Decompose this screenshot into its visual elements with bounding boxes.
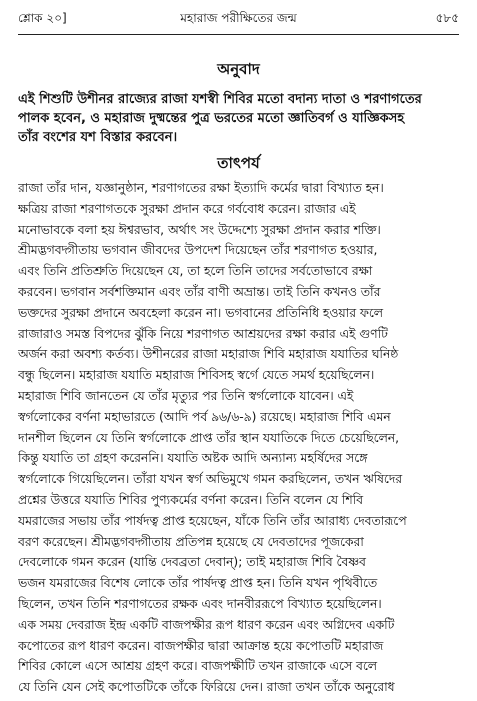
purport-line: যমরাজের সভায় তাঁর পার্ষদত্ব প্রাপ্ত হয়েছেন, যাঁকে তিনি তাঁর আরাধ্য দেবতারূপে	[18, 513, 407, 528]
purport-line: অর্জন করা অবশ্য কর্তব্য। উশীনরের রাজা মহারাজ শিবি মহারাজ যযাতির ঘনিষ্ঠ	[18, 347, 399, 362]
purport-line: শিবির কোলে এসে আশ্রয় গ্রহণ করে। বাজপক্ষীটি তখন রাজাকে এসে বলে	[18, 659, 377, 674]
purport-line: প্রশ্নের উত্তরে যযাতি শিবির পুণ্যকর্মের বর্ণনা করেন। তিনি বলেন যে শিবি	[18, 492, 364, 507]
purport-line: রাজারাও সমস্ত বিপদের ঝুঁকি নিয়ে শরণাগত আশ্রয়দের রক্ষা করার এই গুণটি	[18, 326, 388, 341]
purport-line: বরণ করেছেন। শ্রীমদ্ভগবদ্গীতায় প্রতিপন্ন হয়েছে যে দেবতাদের পূজকেরা	[18, 534, 364, 549]
purport-line: কিন্তু যযাতি তা গ্রহণ করেননি। যযাতি অষ্টক আদি অন্যান্য মহর্ষিদের সঙ্গে	[18, 451, 368, 466]
purport-line: কপোতের রূপ ধারণ করেন। বাজপক্ষীর দ্বারা আক্রান্ত হয়ে কপোতটি মহারাজ	[18, 638, 384, 653]
purport-line: বন্ধু ছিলেন। মহারাজ যযাতি মহারাজ শিবিসহ স্বর্গে যেতে সমর্থ হয়েছিলেন।	[18, 368, 375, 383]
purport-line: এবং তিনি প্রতিশ্রুতি দিয়েছেন যে, তা হলে তিনি তাদের সর্বতোভাবে রক্ষা	[18, 264, 373, 279]
translation-line: তাঁর বংশের যশ বিস্তার করবেন।	[18, 130, 178, 145]
purport-line: মহারাজ শিবি জানতেন যে তাঁর মৃত্যুর পর তিনি স্বর্গলোকে যাবেন। এই	[18, 388, 354, 403]
purport-line: করবেন। ভগবান সর্বশক্তিমান এবং তাঁর বাণী অভ্রান্ত। তাই তিনি কখনও তাঁর	[18, 284, 381, 299]
purport-line: দানশীল ছিলেন যে তিনি স্বর্গলোকে প্রাপ্ত তাঁর স্থান যযাতিকে দিতে চেয়েছিলেন,	[18, 430, 400, 445]
translation-line: এই শিশুটি উশীনর রাজ্যের রাজা যশস্বী শিবির মতো বদান্য দাতা ও শরণাগতের	[18, 92, 422, 107]
translation-text	[18, 90, 459, 147]
purport-line: মনোভাবকে বলা হয় ঈশ্বরভাব, অর্থাৎ সং উদ্দেশ্যে সুরক্ষা প্রদান করার শক্তি।	[18, 222, 381, 237]
running-header	[18, 10, 459, 30]
header-divider	[18, 34, 459, 35]
purport-line: ভক্তদের সুরক্ষা প্রদানে অবহেলা করেন না। ভগবানের প্রতিনিধি হওয়ার ফলে	[18, 305, 383, 320]
purport-line: শ্রীমদ্ভগবদ্গীতায় ভগবান জীবদের উপদেশ দিয়েছেন তাঁর শরণাগত হওয়ার,	[18, 243, 378, 258]
purport-heading: তাৎপর্য	[217, 154, 260, 172]
purport-line: স্বর্গলোকের বর্ণনা মহাভারতে (আদি পর্ব ৯৬/৬-৯) রয়েছে। মহারাজ শিবি এমন	[18, 409, 391, 424]
purport-text	[18, 178, 463, 698]
purport-line: এক সময় দেবরাজ ইন্দ্র একটি বাজপক্ষীর রূপ ধারণ করেন এবং অগ্নিদেব একটি	[18, 617, 395, 632]
purport-line: ছিলেন, তখন তিনি শরণাগতের রক্ষক এবং দানবীররূপে বিখ্যাত হয়েছিলেন।	[18, 596, 382, 611]
purport-line: ভজন যমরাজের বিশেষ লোকে তাঁর পার্ষদত্ব প্রাপ্ত হন। তিনি যখন পৃথিবীতে	[18, 576, 378, 591]
translation-heading: অনুবাদ	[217, 60, 260, 78]
purport-line: রাজা তাঁর দান, যজ্ঞানুষ্ঠান, শরণাগতের রক্ষা ইত্যাদি কর্মের দ্বারা বিখ্যাত হন।	[18, 181, 384, 195]
translation-line: পালক হবেন, ও মহারাজ দুষ্মন্তের পুত্র ভরতের মতো জ্ঞাতিবর্গ ও যাজ্ঞিকসহ	[18, 111, 405, 126]
chapter-title: মহারাজ পরীক্ষিতের জন্ম	[180, 11, 297, 25]
page-number: ৫৮৫	[435, 11, 459, 25]
purport-line: যে তিনি যেন সেই কপোতটিকে তাঁকে ফিরিয়ে দেন। রাজা তখন তাঁকে অনুরোধ	[18, 680, 395, 695]
purport-line: ক্ষত্রিয় রাজা শরণাগতকে সুরক্ষা প্রদান করে গর্ববোধ করেন। রাজার এই	[18, 201, 356, 216]
purport-line: স্বর্গলোকে গিয়েছিলেন। তাঁরা যখন স্বর্গ অভিমুখে গমন করছিলেন, তখন ঋষিদের	[18, 472, 403, 487]
purport-line: দেবলোকে গমন করেন (যান্তি দেবব্রতা দেবান্); তাই মহারাজ শিবি বৈষ্ণব	[18, 555, 366, 570]
verse-reference: শ্লোক ২০]	[18, 11, 67, 25]
